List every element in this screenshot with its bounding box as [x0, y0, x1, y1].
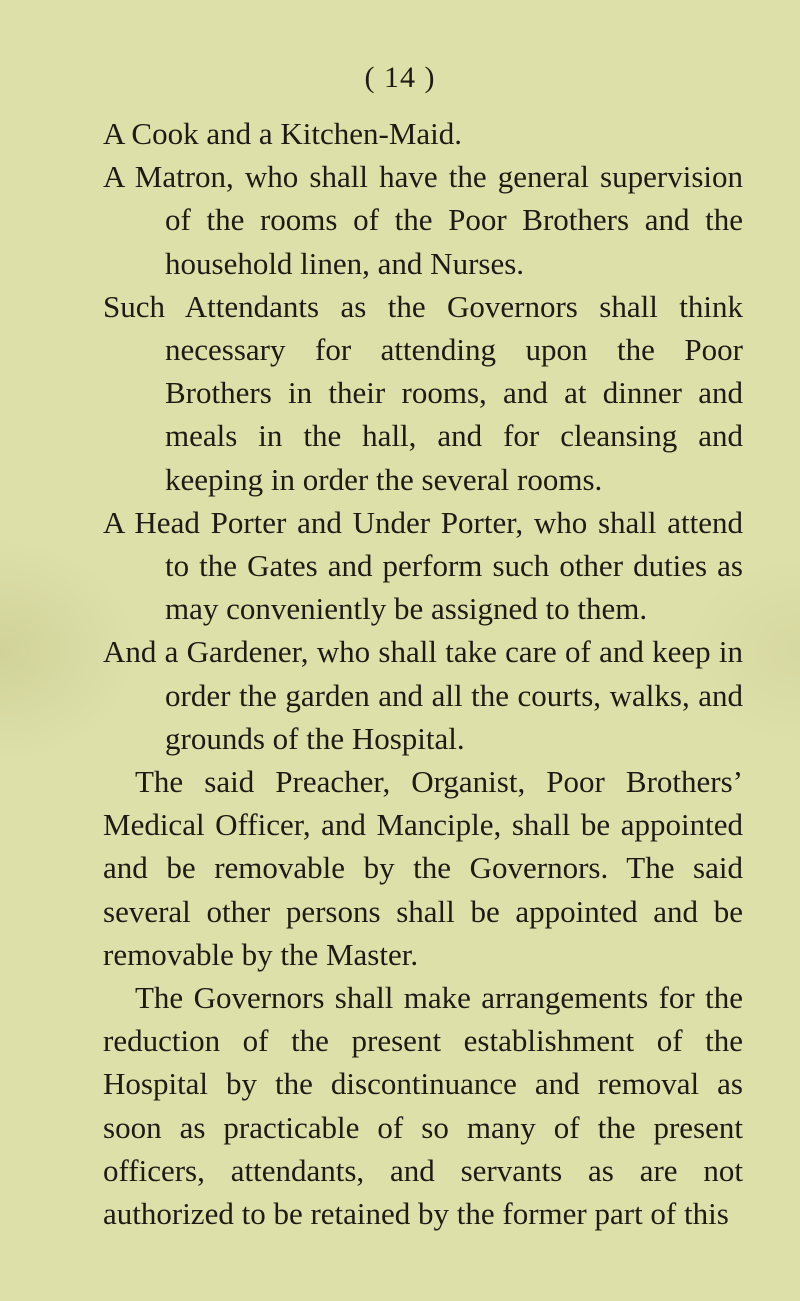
- paragraph-appointments: The said Preacher, Organist, Poor Brothers’ Medical Officer, and Manciple, shall be appointed and be removable by the Governors. The said several other persons shall be appointed and be removable by the Master.: [103, 764, 743, 972]
- list-entry-matron: A Matron, who shall have the general supervision of the rooms of the Poor Brothers and the household linen, and Nurses.: [103, 159, 743, 281]
- page-text: [103, 112, 743, 1235]
- paragraph-reduction: The Governors shall make arrangements for the reduction of the present establishment of the Hospital by the discontinuance and removal as soon as practicable of so many of the present officers, attendants, and servants as are not authorized to be retained by the former part of this: [103, 980, 743, 1232]
- list-entry-cook: A Cook and a Kitchen-Maid.: [103, 116, 463, 151]
- list-entry-gardener: And a Gardener, who shall take care of and keep in order the garden and all the courts, walks, and grounds of the Hospital.: [103, 634, 743, 756]
- list-entry-porters: A Head Porter and Under Porter, who shall attend to the Gates and perform such other duties as may conveniently be assigned to them.: [103, 504, 743, 627]
- page-number: ( 14 ): [364, 61, 436, 94]
- list-entry-attendants: Such Attendants as the Governors shall think necessary for attending upon the Poor Brothers in their rooms, and at dinner and meals in the hall, and for cleansing and keeping in order the several rooms.: [103, 288, 743, 497]
